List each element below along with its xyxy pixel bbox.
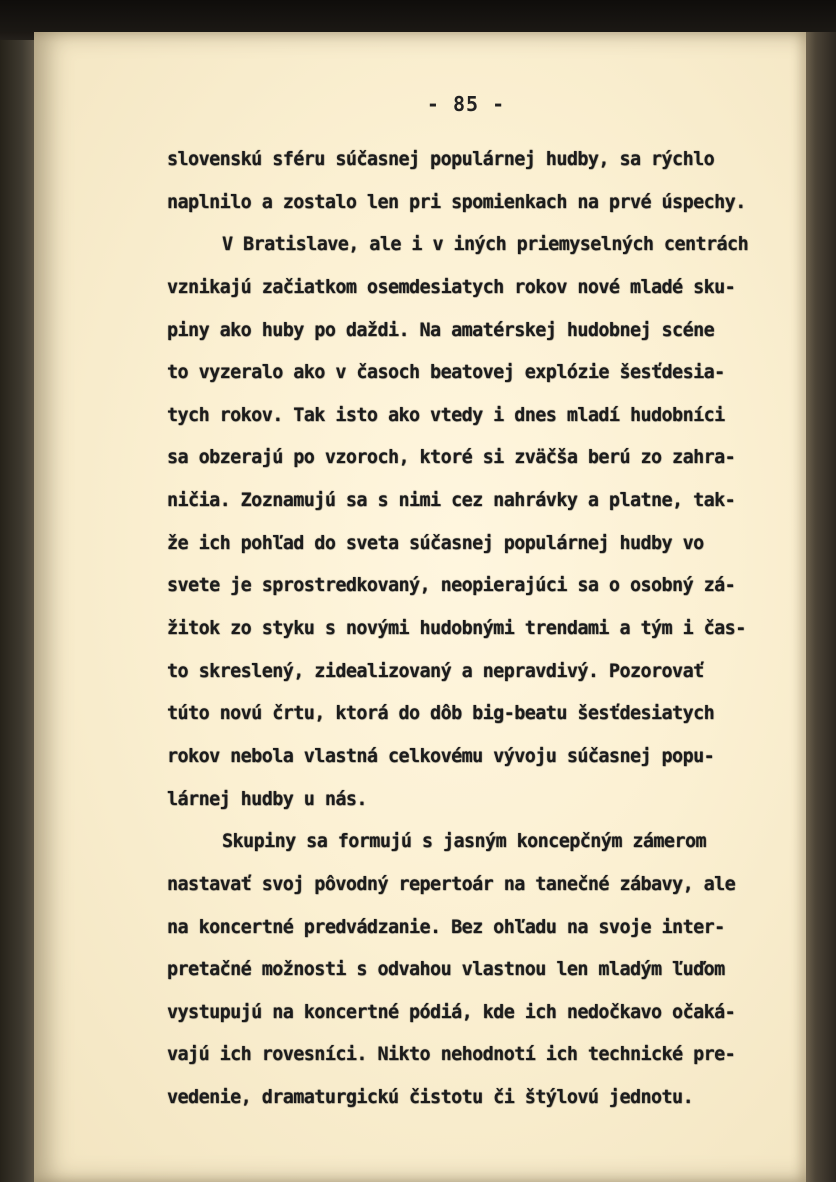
- text-line: túto novú črtu, ktorá do dôb big-beatu šesťdesiatych: [167, 703, 715, 725]
- text-line: vznikajú začiatkom osemdesiatych rokov nové mladé sku-: [167, 276, 736, 298]
- text-line: svete je sprostredkovaný, neopierajúci sa o osobný zá-: [167, 575, 736, 597]
- text-line: tych rokov. Tak isto ako vtedy i dnes mladí hudobníci: [167, 404, 725, 426]
- text-line: naplnilo a zostalo len pri spomienkach na prvé úspechy.: [167, 191, 746, 213]
- text-line: lárnej hudby u nás.: [167, 788, 367, 810]
- text-line: rokov nebola vlastná celkovému vývoju súčasnej popu-: [167, 745, 715, 767]
- text-line: vedenie, dramaturgickú čistotu či štýlovú jednotu.: [167, 1087, 694, 1109]
- text-line: ničia. Zoznamujú sa s nimi cez nahrávky a platne, tak-: [167, 490, 736, 512]
- text-line: vajú ich rovesníci. Nikto nehodnotí ich technické pre-: [167, 1044, 736, 1066]
- text-line: slovenskú sféru súčasnej populárnej hudby, sa rýchlo: [167, 149, 715, 170]
- page-number: - 85 -: [426, 92, 506, 116]
- page-right-edge: [802, 32, 836, 1182]
- text-line: nastavať svoj pôvodný repertoár na tanečné zábavy, ale: [167, 873, 736, 895]
- text-line: sa obzerajú po vzoroch, ktoré si zväčša berú zo zahra-: [167, 447, 736, 469]
- body-text: [167, 139, 757, 1120]
- text-line: žitok zo styku s novými hudobnými trendami a tým i čas-: [167, 618, 746, 640]
- text-line: to vyzeralo ako v časoch beatovej explózie šesťdesia-: [167, 362, 725, 384]
- paragraph-first-line: Skupiny sa formujú s jasným koncepčným zámerom: [222, 831, 707, 853]
- text-line: na koncertné predvádzanie. Bez ohľadu na svoje inter-: [167, 916, 725, 938]
- text-line: pretačné možnosti s odvahou vlastnou len mladým ľuďom: [167, 959, 725, 981]
- text-line: to skreslený, zidealizovaný a nepravdivý. Pozorovať: [167, 660, 704, 682]
- text-line: piny ako huby po daždi. Na amatérskej hudobnej scéne: [167, 319, 715, 341]
- text-line: vystupujú na koncertné pódiá, kde ich nedočkavo očaká-: [167, 1001, 736, 1023]
- document-page: [34, 32, 806, 1182]
- paragraph-first-line: V Bratislave, ale i v iných priemyselných centrách: [222, 234, 749, 256]
- text-line: že ich pohľad do sveta súčasnej populárnej hudby vo: [167, 532, 704, 554]
